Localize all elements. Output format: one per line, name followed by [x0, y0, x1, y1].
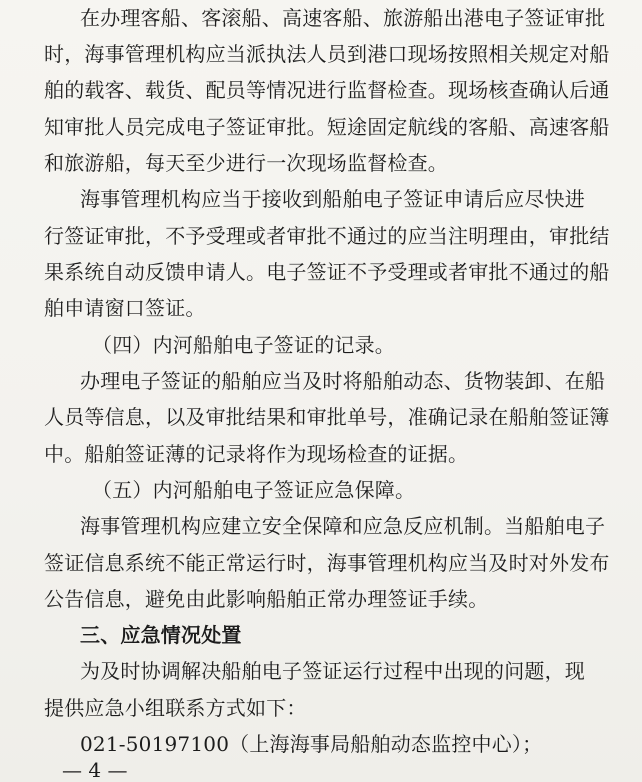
- paragraph-2-line-2: 行签证审批，不予受理或者审批不通过的应当注明理由，审批结: [44, 224, 610, 248]
- section-heading-5: （五）内河船舶电子签证应急保障。: [92, 478, 416, 502]
- paragraph-5-line-1: 为及时协调解决船舶电子签证运行过程中出现的问题，现: [80, 659, 585, 683]
- contact-line: 021-50197100（上海海事局船舶动态监控中心）；: [80, 732, 543, 756]
- paragraph-1-line-4: 知审批人员完成电子签证审批。短途固定航线的客船、高速客船: [44, 115, 610, 139]
- paragraph-1-line-5: 和旅游船，每天至少进行一次现场监督检查。: [44, 151, 448, 175]
- paragraph-3-line-3: 中。船舶签证薄的记录将作为现场检查的证据。: [44, 442, 469, 466]
- paragraph-5-line-2: 提供应急小组联系方式如下：: [44, 696, 307, 720]
- paragraph-2-line-3: 果系统自动反馈申请人。电子签证不予受理或者审批不通过的船: [44, 260, 610, 284]
- section-heading-3: 三、应急情况处置: [80, 623, 242, 647]
- paragraph-3-line-1: 办理电子签证的船舶应当及时将船舶动态、货物装卸、在船: [80, 369, 606, 393]
- paragraph-3-line-2: 人员等信息，以及审批结果和审批单号，准确记录在船舶签证簿: [44, 405, 610, 429]
- paragraph-2-line-4: 舶申请窗口签证。: [44, 296, 206, 320]
- paragraph-1-line-3: 舶的载客、载货、配员等情况进行监督检查。现场核查确认后通: [44, 78, 610, 102]
- paragraph-4-line-1: 海事管理机构应建立安全保障和应急反应机制。当船舶电子: [80, 514, 606, 538]
- paragraph-4-line-2: 签证信息系统不能正常运行时，海事管理机构应当及时对外发布: [44, 551, 610, 575]
- paragraph-1-line-2: 时，海事管理机构应当派执法人员到港口现场按照相关规定对船: [44, 42, 610, 66]
- paragraph-1-line-1: 在办理客船、客滚船、高速客船、旅游船出港电子签证审批: [80, 6, 606, 30]
- page-number: — 4 —: [62, 758, 128, 782]
- section-heading-4: （四）内河船舶电子签证的记录。: [92, 333, 395, 357]
- paragraph-4-line-3: 公告信息，避免由此影响船舶正常办理签证手续。: [44, 587, 489, 611]
- paragraph-2-line-1: 海事管理机构应当于接收到船舶电子签证申请后应尽快进: [80, 187, 585, 211]
